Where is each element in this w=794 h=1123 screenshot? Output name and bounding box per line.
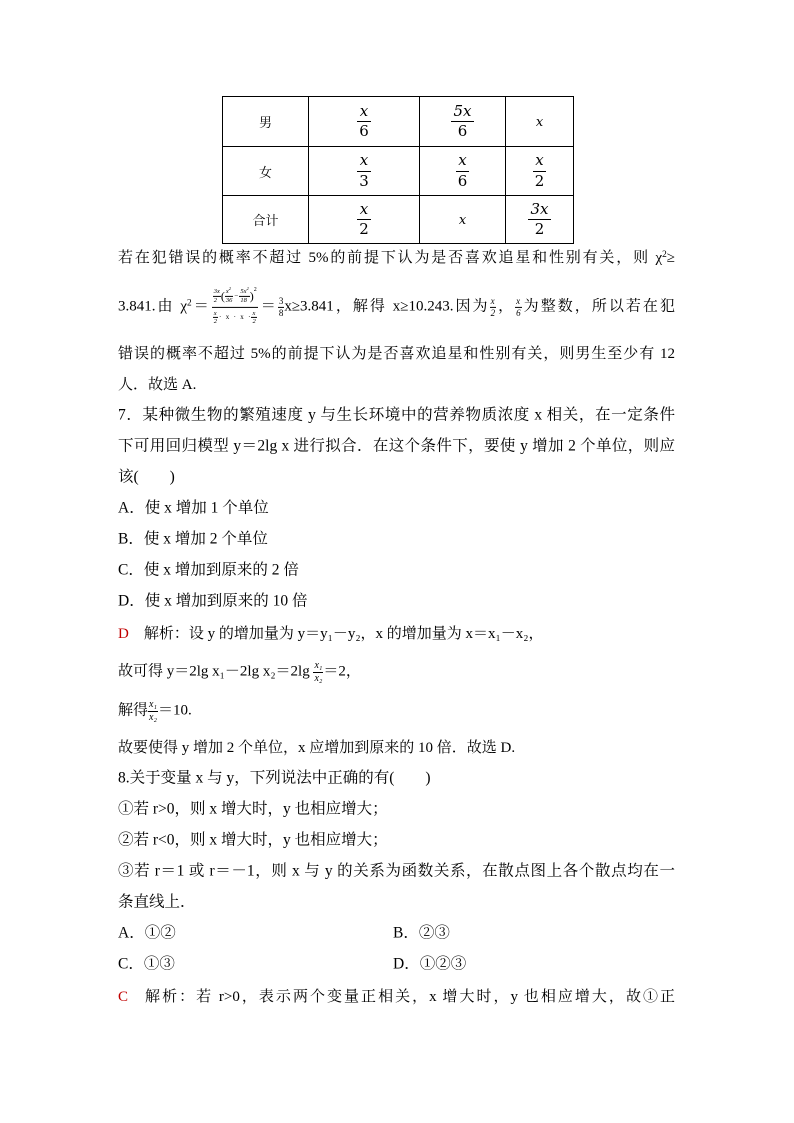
q7-stem-line-3: 该( ) [118,468,175,486]
product-dots: · x · x · [219,313,251,322]
fraction-numerator: x [490,296,495,307]
q8-statement-3: ③若 r＝1 或 r＝－1，则 x 与 y 的关系为函数关系，在散点图上各个散点均在一 [118,862,675,880]
q6-analysis-line-3: 错误的概率不超过 5%的前提下认为是否喜欢追星和性别有关，则男生至少有 12 [118,345,675,362]
superscript: 2 [246,285,249,291]
fraction-denominator: 6 [457,171,468,190]
chi-square-numerator [212,287,258,307]
answer-letter: C [118,988,129,1005]
table-cell-value [309,97,420,147]
fraction [528,201,550,239]
left-paren: ( [220,289,225,304]
q6-analysis-line-4: 人．故选 A. [118,376,197,393]
q7-option-d: D．使 x 增加到原来的 10 倍 [118,592,308,610]
answer-letter: D [118,625,129,642]
fraction-denominator: 2 [359,220,369,238]
fraction-numerator: x₁ [149,699,157,710]
q6-analysis-line-2 [118,287,675,327]
text-segment: 故可得 y＝2lg x₁－2lg x₂＝2lg [118,663,314,680]
q7-option-b: B．使 x 增加 2 个单位 [118,530,268,548]
fraction-denominator: 8 [278,307,284,318]
q7-stem-line-1: 7．某种微生物的繁殖速度 y 与生长环境中的营养物质浓度 x 相关，在一定条件 [118,406,675,424]
superscript: 2 [187,298,192,309]
text-segment: x≥3.841，解得 x≥10.243.因为 [284,298,490,315]
fraction-denominator: 36 [225,296,233,304]
equals-sign: ＝ [191,298,211,315]
q7-stem-line-2: 下可用回归模型 y＝2lg x 进行拟合．在这个条件下，要使 y 增加 2 个单位，则应 [118,437,675,455]
fraction-denominator: 6 [451,121,473,140]
fraction-numerator: x [359,151,369,170]
table-row [223,147,574,196]
fraction-denominator: 2 [213,318,217,326]
table-cell-value [420,97,506,147]
fraction-denominator: 6 [516,307,521,318]
fraction-denominator: 2 [490,307,496,318]
fraction-denominator: 18 [239,296,249,305]
fraction-numerator: x [213,309,217,317]
q8-statement-2: ②若 r<0，则 x 增大时，y 也相应增大； [118,831,388,849]
table-cell-value [420,147,506,196]
fraction [251,310,256,327]
chi-square-formula [212,287,258,327]
chi-square-denominator [212,307,258,328]
q8-option-a: A．①② [118,924,176,942]
table-row [223,97,574,147]
cell-text: x [535,114,544,130]
minus-sign: − [234,291,239,300]
right-paren: ) [249,289,254,304]
fraction [533,152,547,190]
table-cell-label: 男 [223,97,309,147]
contingency-table [222,96,574,244]
q8-option-c: C．①③ [118,955,175,973]
superscript: 2 [228,285,232,291]
q8-statement-1: ①若 r>0，则 x 增大时，y 也相应增大； [118,800,388,818]
fraction [313,660,323,684]
q8-stem: 8.关于变量 x 与 y，下列说法中正确的有( ) [118,769,431,787]
fraction-denominator: 3 [359,171,369,190]
text-segment: 解得 [118,702,149,719]
fraction-numerator: x [516,296,521,307]
q7-option-a: A．使 x 增加 1 个单位 [118,499,269,517]
text-segment: x [225,287,229,295]
text-segment: 3.841.由 χ [118,298,188,315]
fraction-numerator: x [252,309,256,317]
fraction-denominator: 2 [252,318,256,326]
text-segment: ＝2， [323,663,361,680]
q8-option-d: D．①②③ [393,955,467,973]
text-segment: 5x [240,287,247,295]
fraction-numerator [239,285,249,296]
text-segment: ≥ [666,249,675,266]
fraction [357,103,371,141]
fraction [213,288,221,305]
fraction [148,699,158,723]
q7-answer-line-1 [118,624,675,644]
q8-option-b: B．②③ [393,924,450,942]
q7-option-c: C．使 x 增加到原来的 2 倍 [118,561,299,579]
fraction [357,201,371,239]
table-cell-value [506,97,574,147]
fraction-numerator: x [458,151,467,170]
superscript: 2 [253,286,257,293]
text-segment: 解析：若 r>0，表示两个变量正相关，x 增大时，y 也相应增大，故①正 [143,988,675,1005]
fraction [239,285,249,305]
fraction-numerator: 3x [213,287,220,295]
q7-answer-line-2 [118,660,675,684]
fraction-numerator: x [535,151,544,170]
fraction [456,152,470,190]
q6-analysis-line-1 [118,248,675,268]
q8-statement-3-cont: 条直线上． [118,893,196,911]
table-cell-label: 女 [223,147,309,196]
text-segment: 若在犯错误的概率不超过 5%的前提下认为是否喜欢追星和性别有关，则 χ [118,249,663,266]
table-cell-value [309,147,420,196]
q8-answer-line-1 [118,987,675,1007]
text-segment: 解析：设 y 的增加量为 y＝y₁－y₂，x 的增加量为 x＝x₁－x₂， [143,625,544,642]
fraction-denominator: x₂ [314,672,323,684]
table-cell-value [420,196,506,244]
fraction-denominator: 2 [528,219,550,238]
text-segment: ， [496,298,516,315]
fraction-numerator: 3 [278,296,284,307]
fraction-denominator: 6 [359,122,369,140]
fraction [451,103,473,141]
fraction-numerator: x [359,199,369,218]
fraction-numerator: 3x [530,199,549,218]
fraction-numerator: 5x [453,101,472,120]
equals-sign: ＝ [258,298,278,315]
superscript: 2 [662,249,667,260]
fraction-denominator: 2 [534,171,545,190]
fraction-numerator: x [359,101,369,120]
cell-text: x [458,212,467,228]
fraction-denominator: x₂ [149,711,157,723]
q7-answer-line-3 [118,699,675,723]
fraction-denominator: 2 [213,296,221,305]
table-cell-value [309,196,420,244]
fraction [357,152,371,190]
q7-answer-line-4: 故要使得 y 增加 2 个单位，x 应增加到原来的 10 倍．故选 D. [118,739,516,756]
table-cell-value [506,147,574,196]
fraction-numerator: x₁ [314,660,323,671]
text-segment: 为整数，所以若在犯 [521,298,675,315]
table-cell-value [506,196,574,244]
text-segment: ＝10. [157,702,192,719]
table-cell-label: 合计 [223,196,309,244]
table-row [223,196,574,244]
